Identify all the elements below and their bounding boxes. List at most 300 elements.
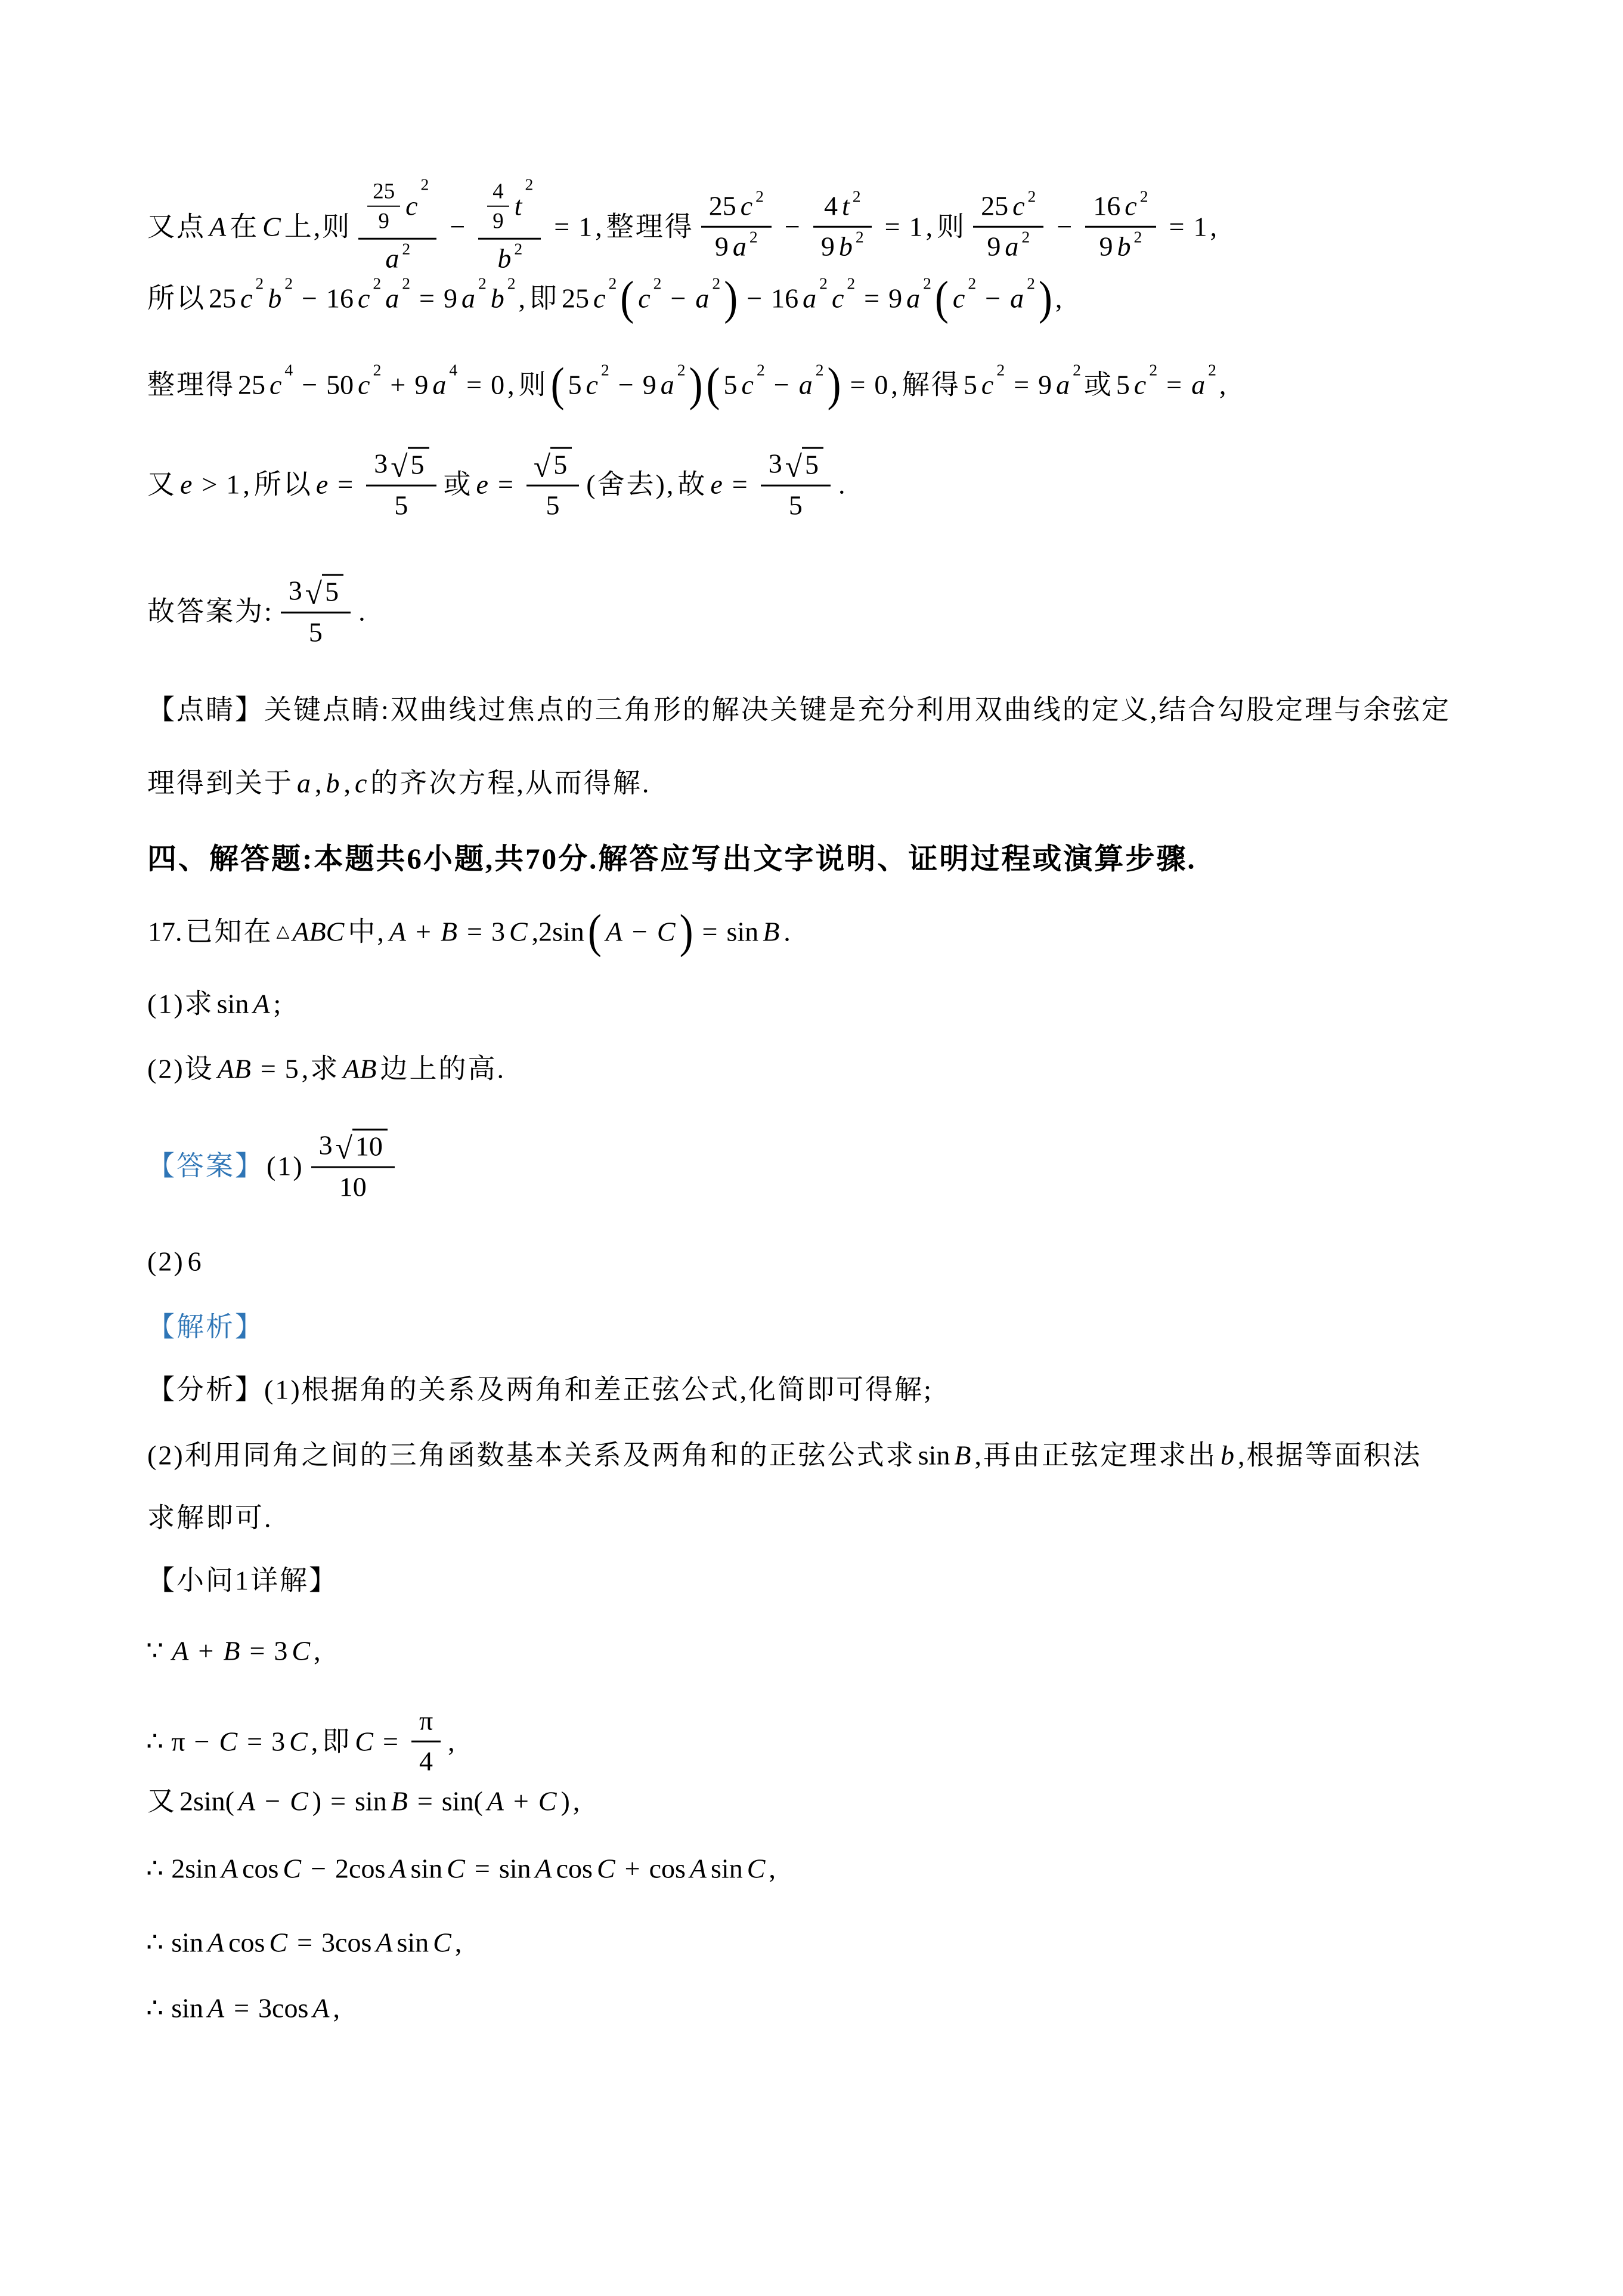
math-variable: t (514, 190, 522, 221)
math-text: 2sin (171, 1853, 217, 1884)
math-text: 9 (888, 283, 903, 314)
math-text: ∴ (146, 1853, 164, 1884)
text-run: 所以 (147, 283, 206, 314)
radicand (550, 447, 572, 481)
denominator (332, 1168, 374, 1205)
math-text: + (624, 1853, 640, 1884)
math-text: 3cos (321, 1927, 372, 1958)
text-run: , (518, 283, 528, 314)
fraction (411, 1704, 441, 1779)
step-simplified-identity-line (146, 1925, 464, 1960)
math-variable: C (283, 1853, 302, 1884)
denominator (386, 487, 416, 523)
denominator (489, 239, 530, 276)
step-angle-c-line (146, 1704, 458, 1779)
math-variable: c (358, 369, 370, 400)
numerator (973, 187, 1043, 228)
text-run: 上,则 (284, 211, 352, 242)
sqrt (533, 447, 572, 484)
math-variable: C (596, 1853, 615, 1884)
denominator (707, 227, 766, 264)
fraction (311, 1128, 395, 1205)
triangle-symbol: △ (276, 922, 290, 941)
math-variable: a (660, 369, 674, 400)
superscript: 2 (1021, 227, 1030, 246)
math-variable: A (487, 1786, 504, 1817)
text-run: 即 (322, 1726, 352, 1757)
fraction (366, 446, 436, 523)
superscript: 2 (712, 274, 721, 293)
math-text: 5 (308, 617, 323, 648)
text-run: 【点睛】关键点睛:双曲线过焦点的三角形的解决关键是充分利用双曲线的定义,结合勾股定理与余弦定 (147, 694, 1451, 725)
superscript: 2 (478, 274, 487, 293)
math-text: sin (410, 1853, 443, 1884)
math-text: = (234, 1992, 250, 2023)
math-text: 25 (708, 190, 736, 221)
math-text: 9 (987, 231, 1001, 262)
math-text: = (1169, 211, 1185, 242)
numerator (1085, 187, 1156, 228)
math-text: 9 (493, 209, 504, 234)
math-text: sin (498, 1853, 531, 1884)
step-result-line (146, 1991, 343, 2025)
math-variable: A (172, 1635, 189, 1666)
math-text: cos (228, 1927, 265, 1958)
math-text: 1 (226, 469, 240, 500)
text-run: 又 (147, 469, 176, 500)
math-text: 9 (820, 231, 835, 262)
math-text: 3 (274, 1635, 288, 1666)
denominator (979, 227, 1037, 264)
text-run: 已知在 (185, 916, 273, 947)
paren: ( (934, 271, 949, 324)
math-variable: b (838, 231, 853, 262)
math-text: . (838, 469, 845, 500)
superscript: 2 (996, 360, 1005, 379)
radicand (322, 574, 343, 608)
math-variable: c (240, 283, 253, 314)
math-text: = (864, 283, 880, 314)
superscript: 2 (373, 274, 382, 293)
text-run: , (454, 1927, 464, 1958)
math-text: 10 (339, 1171, 367, 1202)
text-run: , (1210, 211, 1219, 242)
text-run: 求解即可. (147, 1502, 273, 1533)
math-text: − (311, 1853, 327, 1884)
math-variable: C (433, 1927, 451, 1958)
math-text: = (884, 211, 900, 242)
math-text: + (390, 369, 406, 400)
math-variable: C (747, 1853, 766, 1884)
superscript: 2 (1073, 360, 1081, 379)
text-run: , (507, 369, 516, 400)
math-text: sin (171, 1992, 203, 2023)
math-variable: b (497, 243, 512, 274)
math-text: 10 (355, 1131, 383, 1162)
text-run: 故答案为: (147, 596, 274, 627)
numerator (813, 187, 872, 228)
superscript: 4 (449, 360, 458, 379)
math-text: 5 (394, 490, 408, 521)
radical-icon: √ (335, 1131, 352, 1166)
answer-part-2 (146, 1244, 203, 1279)
math-text: . (783, 916, 791, 947)
math-variable: C (289, 1726, 308, 1757)
math-variable: A (605, 916, 622, 947)
fraction (1085, 187, 1156, 264)
denominator (1092, 227, 1150, 264)
math-text: − (985, 283, 1001, 314)
math-text: 3 (271, 1726, 286, 1757)
math-variable: B (954, 1440, 971, 1471)
math-variable: C (509, 916, 528, 947)
fraction (478, 175, 541, 276)
math-variable: e (315, 469, 329, 500)
math-variable: c (741, 369, 754, 400)
math-text: 3 (374, 448, 388, 479)
math-text: 5 (546, 490, 560, 521)
math-variable: a (1191, 369, 1206, 400)
math-variable: A (389, 916, 406, 947)
fraction (358, 175, 436, 276)
superscript: 2 (507, 274, 516, 293)
text-run: 的齐次方程,从而得解. (370, 768, 651, 799)
math-variable: B (223, 1635, 240, 1666)
denominator (373, 207, 394, 234)
numerator (358, 175, 436, 240)
math-text: 5 (1116, 369, 1130, 400)
math-variable: a (732, 231, 747, 262)
superscript: 2 (255, 274, 264, 293)
math-text: sin (711, 1853, 743, 1884)
text-run: (2)利用同角之间的三角函数基本关系及两角和的正弦公式求 (147, 1440, 915, 1471)
math-text: 3 (491, 916, 505, 947)
math-text: 2cos (335, 1853, 386, 1884)
fraction (526, 446, 579, 523)
math-text: 5 (284, 1053, 299, 1084)
math-variable: b (1117, 231, 1131, 262)
math-variable: A (209, 211, 227, 242)
math-variable: b (268, 283, 282, 314)
math-text: sin (171, 1927, 203, 1958)
subquestion-1-detail-label (146, 1563, 339, 1598)
sqrt (391, 447, 429, 484)
math-text: − (747, 283, 763, 314)
superscript: 2 (653, 274, 662, 293)
fraction (973, 187, 1043, 264)
math-text: − (670, 283, 686, 314)
math-text: + (198, 1635, 214, 1666)
text-run: 四、解答题:本题共6小题,共70分.解答应写出文字说明、证明过程或演算步骤. (147, 842, 1197, 875)
math-variable: c (981, 369, 994, 400)
math-text: ,2sin (531, 916, 584, 947)
math-variable: c (357, 283, 370, 314)
math-variable: a (385, 243, 399, 274)
factored-equation-line (146, 358, 1229, 411)
math-text: sin( (441, 1786, 483, 1817)
fraction (367, 179, 400, 234)
step-sine-expansion-line (146, 1784, 583, 1818)
math-variable: C (219, 1726, 238, 1757)
math-text: , (315, 768, 322, 799)
superscript: 2 (608, 274, 617, 293)
math-variable: A (312, 1992, 330, 2023)
math-variable: a (798, 369, 813, 400)
math-variable: a (695, 283, 710, 314)
step-given-line (146, 1633, 324, 1668)
math-text: 3 (768, 448, 782, 479)
text-run: 边上的高. (380, 1053, 506, 1084)
numerator (367, 179, 400, 207)
radical-icon: √ (533, 450, 551, 484)
numerator (761, 446, 831, 487)
math-variable: b (1220, 1440, 1234, 1471)
math-variable: a (461, 283, 475, 314)
math-variable: c (1133, 369, 1147, 400)
math-variable: A (207, 1927, 225, 1958)
text-run: 故 (677, 469, 707, 500)
superscript: 2 (819, 274, 828, 293)
math-text: ) (312, 1786, 322, 1817)
math-text: 9 (1099, 231, 1113, 262)
math-variable: A (376, 1927, 393, 1958)
text-run: 整理得 (147, 369, 235, 400)
math-variable: A (535, 1853, 552, 1884)
math-text: = (732, 469, 748, 500)
math-variable: a (906, 283, 921, 314)
math-text: 4 (419, 1746, 433, 1777)
math-text: ∴ (146, 1927, 164, 1958)
math-text: − (631, 916, 648, 947)
sqrt (785, 447, 823, 484)
text-run: 则 (937, 211, 967, 242)
fraction (701, 187, 772, 264)
math-text: sin (355, 1786, 387, 1817)
math-variable: C (447, 1853, 465, 1884)
math-text: 0 (874, 369, 888, 400)
math-text: 25 (238, 369, 265, 400)
text-run: , (891, 369, 900, 400)
math-variable: B (763, 916, 780, 947)
math-variable: c (1012, 190, 1025, 221)
math-variable: e (180, 469, 193, 500)
denominator (538, 487, 568, 523)
superscript: 2 (852, 187, 861, 206)
math-variable: a (1010, 283, 1024, 314)
key-insight-paragraph-line-1 (146, 692, 1452, 727)
math-text: 25 (209, 283, 236, 314)
math-variable: t (841, 190, 850, 221)
math-text: , (343, 768, 351, 799)
text-run: 解得 (902, 369, 961, 400)
math-text: 9 (714, 231, 729, 262)
math-text: 6 (187, 1246, 202, 1277)
math-text: 1 (909, 211, 923, 242)
text-run: , (311, 1726, 320, 1757)
math-text: 3 (318, 1130, 333, 1161)
text-run: (舍去), (586, 469, 676, 500)
text-run: , (314, 1635, 323, 1666)
text-run: 所以 (253, 469, 312, 500)
math-text: 2sin( (179, 1786, 234, 1817)
text-run: ,再由正弦定理求出 (974, 1440, 1217, 1471)
text-run: 即 (529, 283, 559, 314)
numerator (701, 187, 772, 228)
superscript: 2 (1149, 360, 1158, 379)
denominator (411, 1743, 441, 1779)
math-text: 9 (642, 369, 656, 400)
math-variable: C (538, 1786, 557, 1817)
superscript: 2 (1027, 274, 1035, 293)
numerator (526, 446, 579, 487)
answer-part-1 (146, 1128, 401, 1205)
text-run: , (1055, 283, 1064, 314)
math-text: 25 (373, 178, 395, 203)
denominator (377, 239, 418, 276)
text-run: 或 (1083, 369, 1113, 400)
math-variable: c (831, 283, 844, 314)
math-variable: c (355, 768, 367, 799)
math-text: sin (216, 988, 249, 1019)
text-run: 整理得 (606, 211, 694, 242)
math-text: 9 (1038, 369, 1052, 400)
math-text: 5 (553, 449, 568, 480)
paren: ) (1038, 271, 1052, 324)
sqrt (305, 574, 343, 611)
math-variable: b (490, 283, 504, 314)
superscript: 2 (420, 175, 429, 194)
text-run: 又点 (147, 211, 206, 242)
superscript: 2 (847, 274, 856, 293)
math-text: 1 (1193, 211, 1207, 242)
math-text: 16 (1093, 190, 1121, 221)
superscript: 2 (677, 360, 686, 379)
superscript: 2 (749, 227, 758, 246)
paren: ( (550, 358, 565, 411)
text-run: 又 (147, 1786, 176, 1817)
math-text: 5 (963, 369, 977, 400)
math-variable: e (710, 469, 723, 500)
label-blue: 【解析】 (147, 1311, 264, 1342)
math-text: ∴ (146, 1726, 164, 1757)
math-text: π (419, 1705, 433, 1736)
text-run: , (1219, 369, 1228, 400)
math-variable: A (221, 1853, 239, 1884)
math-text: = (417, 1786, 433, 1817)
superscript: 2 (1208, 360, 1216, 379)
math-text: = (467, 916, 482, 947)
math-variable: c (952, 283, 965, 314)
math-variable: a (297, 768, 311, 799)
paren: ) (724, 271, 738, 324)
math-variable: C (355, 1726, 373, 1757)
superscript: 2 (755, 187, 764, 206)
math-variable: c (638, 283, 651, 314)
text-run: 中, (348, 916, 386, 947)
paren: ( (587, 905, 602, 958)
math-variable: a (432, 369, 447, 400)
math-text: = (260, 1053, 276, 1084)
math-text: = (330, 1786, 346, 1817)
math-text: 0 (491, 369, 505, 400)
math-text: 5 (723, 369, 738, 400)
math-text: 1 (578, 211, 593, 242)
superscript: 2 (815, 360, 824, 379)
fraction (281, 573, 351, 650)
text-run: (2)设 (147, 1053, 214, 1084)
fraction (487, 179, 509, 234)
numerator (487, 179, 509, 207)
math-variable: C (290, 1786, 308, 1817)
superscript: 2 (525, 175, 534, 194)
math-text: cos (556, 1853, 593, 1884)
denominator (301, 614, 330, 650)
math-text: 5 (325, 576, 339, 607)
math-text: = (1014, 369, 1030, 400)
radicand (408, 447, 429, 481)
superscript: 2 (968, 274, 977, 293)
math-variable: a (1005, 231, 1019, 262)
sqrt (335, 1129, 388, 1166)
superscript: 2 (855, 227, 864, 246)
math-text: − (773, 369, 789, 400)
text-run: (2) (147, 1246, 185, 1277)
numerator (366, 446, 436, 487)
math-variable: C (269, 1927, 288, 1958)
math-text: 4 (823, 190, 838, 221)
math-text: = (702, 916, 718, 947)
math-text: − (450, 211, 466, 242)
superscript: 2 (373, 360, 382, 379)
math-variable: C (262, 211, 281, 242)
math-text: = (554, 211, 570, 242)
math-text: − (194, 1726, 210, 1757)
math-text: sin (726, 916, 759, 947)
question-17-statement (146, 905, 792, 958)
math-text: 17. (148, 916, 182, 947)
math-text: π (171, 1726, 185, 1757)
math-text: = (249, 1635, 265, 1666)
text-run: , (769, 1853, 778, 1884)
math-variable: c (405, 190, 418, 221)
math-text: sin (918, 1440, 950, 1471)
math-text: > (202, 469, 218, 500)
math-text: ) (560, 1786, 570, 1817)
text-run: 【小问1详解】 (147, 1565, 338, 1596)
fraction (761, 446, 831, 523)
point-on-curve-equation-line (146, 175, 1220, 276)
math-text: + (513, 1786, 529, 1817)
text-run: ; (273, 988, 283, 1019)
math-text: − (302, 283, 317, 314)
analysis-part-1 (146, 1372, 934, 1407)
denominator (813, 227, 872, 264)
radical-icon: √ (785, 450, 802, 484)
math-text: . (358, 596, 366, 627)
superscript: 2 (1133, 227, 1142, 246)
math-text: cos (242, 1853, 279, 1884)
text-run: ,根据等面积法 (1237, 1440, 1422, 1471)
text-run: 则 (518, 369, 548, 400)
math-text: 16 (771, 283, 799, 314)
superscript: 2 (756, 360, 765, 379)
text-run: , (925, 211, 935, 242)
superscript: 2 (402, 274, 410, 293)
math-variable: a (803, 283, 817, 314)
math-text: 3 (288, 575, 302, 606)
superscript: 2 (923, 274, 931, 293)
math-text: = (297, 1927, 313, 1958)
